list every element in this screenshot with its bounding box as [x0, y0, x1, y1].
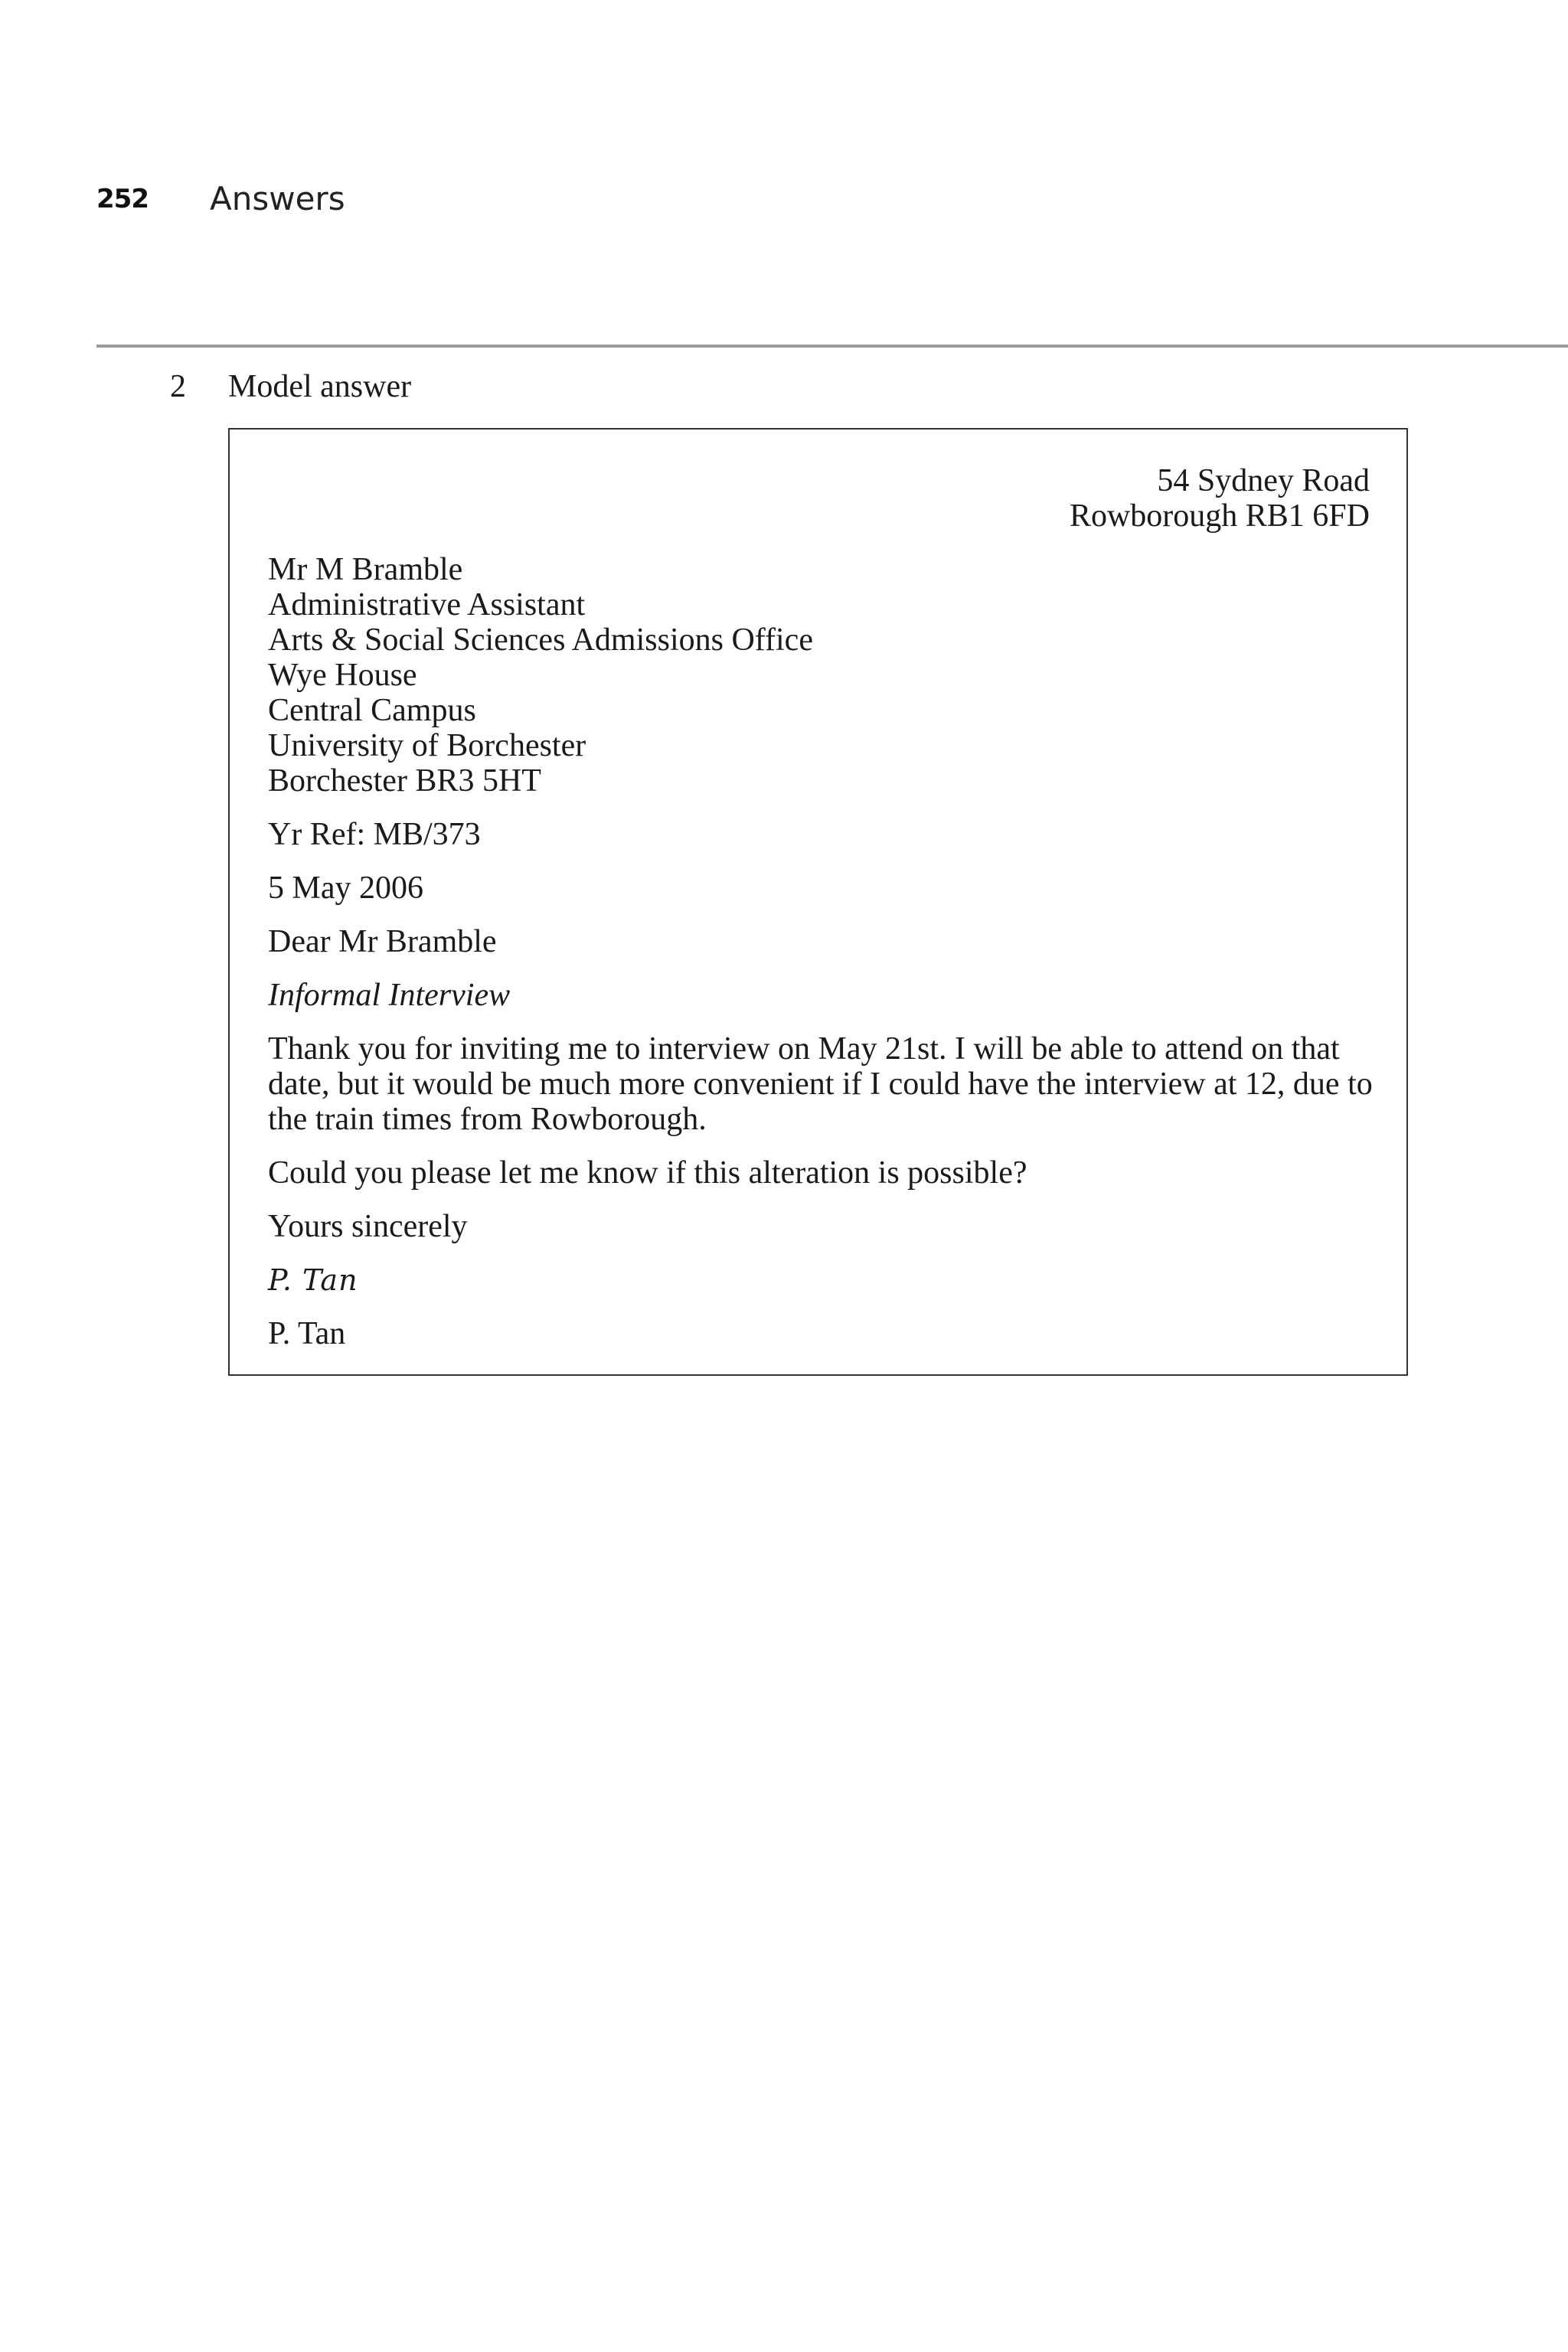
letter-body — [268, 552, 1378, 1351]
closing: Yours sincerely — [268, 1209, 468, 1244]
header-rule — [96, 345, 1568, 348]
page-number: 252 — [96, 184, 149, 214]
letter-date: 5 May 2006 — [268, 871, 423, 906]
running-head: Answers — [210, 180, 345, 217]
model-letter — [228, 428, 1408, 1376]
sender-address-line: 54 Sydney Road — [1157, 463, 1370, 498]
handwritten-signature: P. Tan — [268, 1263, 358, 1297]
recipient-address-line: Administrative Assistant — [268, 587, 586, 622]
question-label: Model answer — [228, 369, 412, 404]
recipient-address — [268, 552, 1378, 799]
body-paragraph: Could you please let me know if this alteration is possible? — [268, 1155, 1027, 1191]
body-paragraph: Thank you for inviting me to interview on May 21st. I will be able to attend on that date, but it would be much more convenient if I could have the interview at 12, due to the train times from Rowborough. — [268, 1031, 1373, 1137]
recipient-address-line: Borchester BR3 5HT — [268, 763, 541, 799]
question-number: 2 — [170, 369, 186, 404]
recipient-address-line: University of Borchester — [268, 728, 586, 763]
subject-line: Informal Interview — [268, 978, 511, 1013]
salutation: Dear Mr Bramble — [268, 924, 497, 959]
reference-line: Yr Ref: MB/373 — [268, 817, 481, 852]
recipient-address-line: Mr M Bramble — [268, 552, 463, 587]
printed-name: P. Tan — [268, 1316, 346, 1351]
sender-address — [1070, 463, 1370, 534]
recipient-address-line: Wye House — [268, 658, 417, 693]
recipient-address-line: Arts & Social Sciences Admissions Office — [268, 622, 813, 658]
sender-address-line: Rowborough RB1 6FD — [1069, 498, 1370, 534]
recipient-address-line: Central Campus — [268, 693, 476, 728]
